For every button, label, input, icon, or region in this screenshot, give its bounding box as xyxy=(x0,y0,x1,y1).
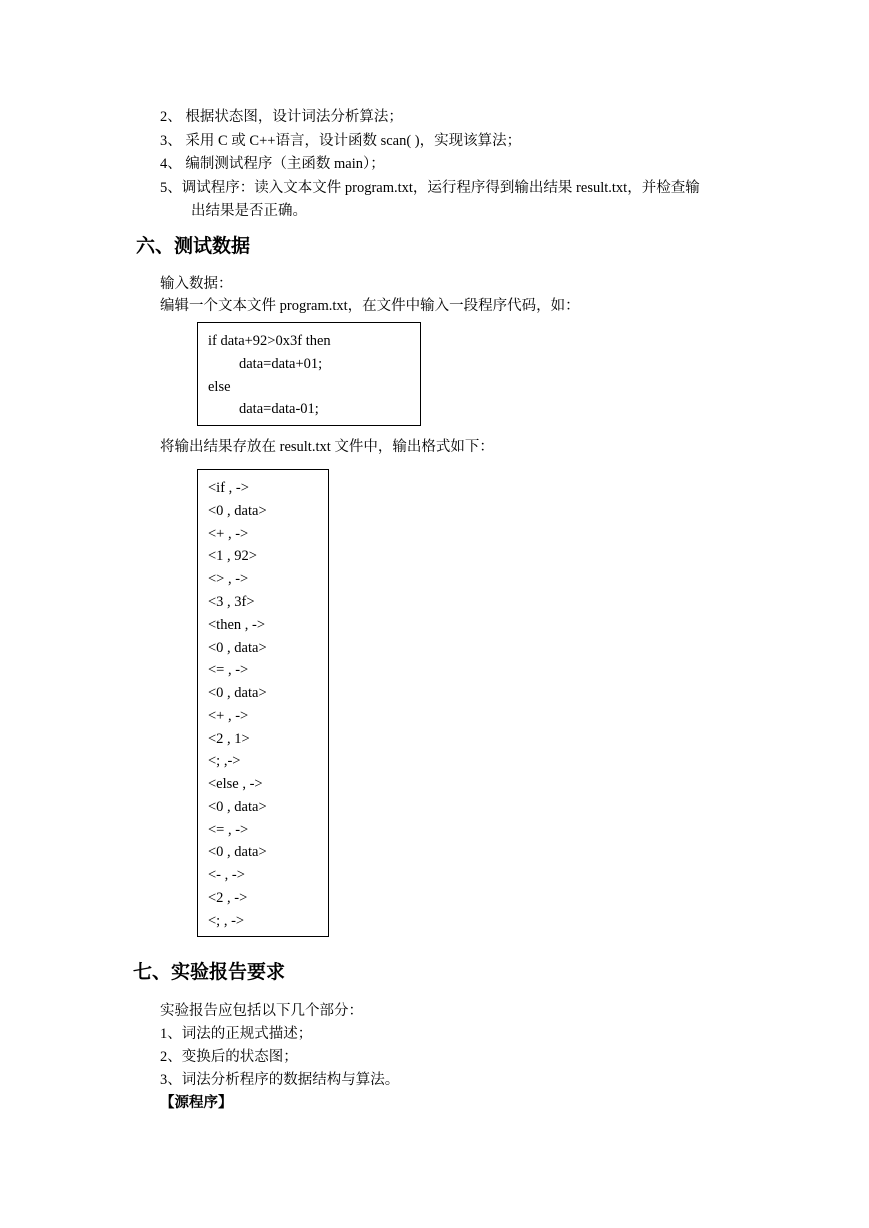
output-description: 将输出结果存放在 result.txt 文件中，输出格式如下： xyxy=(160,439,494,455)
input-description: 编辑一个文本文件 program.txt，在文件中输入一段程序代码，如： xyxy=(160,298,580,314)
token-row: <0 , data> xyxy=(208,844,267,860)
token-row: <; ,-> xyxy=(208,753,241,769)
code-line: data=data+01; xyxy=(239,356,323,372)
report-intro: 实验报告应包括以下几个部分： xyxy=(160,1003,363,1019)
step-5: 5、调试程序：读入文本文件 program.txt，运行程序得到输出结果 result.txt，并检查输 xyxy=(160,180,700,196)
token-row: <3 , 3f> xyxy=(208,594,255,610)
token-row: <- , -> xyxy=(208,867,245,883)
token-row: <0 , data> xyxy=(208,799,267,815)
input-label: 输入数据： xyxy=(160,276,233,292)
token-row: <2 , -> xyxy=(208,890,248,906)
code-line: else xyxy=(208,379,231,395)
token-row: <> , -> xyxy=(208,571,249,587)
step-3: 3、 采用 C 或 C++语言，设计函数 scan( )，实现该算法； xyxy=(160,133,522,149)
token-row: <then , -> xyxy=(208,617,266,633)
token-row: <= , -> xyxy=(208,662,249,678)
step-5-continuation: 出结果是否正确。 xyxy=(191,203,307,219)
step-2: 2、 根据状态图，设计词法分析算法； xyxy=(160,109,403,125)
report-item: 2、变换后的状态图； xyxy=(160,1049,298,1065)
token-row: <0 , data> xyxy=(208,685,267,701)
program-code-box xyxy=(197,322,421,426)
token-row: <+ , -> xyxy=(208,708,249,724)
token-row: <1 , 92> xyxy=(208,548,257,564)
token-row: <0 , data> xyxy=(208,503,267,519)
section-7-heading: 七、实验报告要求 xyxy=(133,961,286,983)
source-program-label: 【源程序】 xyxy=(160,1095,233,1111)
token-row: <2 , 1> xyxy=(208,731,250,747)
token-row: <+ , -> xyxy=(208,526,249,542)
output-tokens-box xyxy=(197,469,329,937)
token-row: <; , -> xyxy=(208,913,245,929)
token-row: <if , -> xyxy=(208,480,249,496)
code-line: if data+92>0x3f then xyxy=(208,333,331,349)
code-line: data=data-01; xyxy=(239,401,319,417)
token-row: <= , -> xyxy=(208,822,249,838)
report-item: 3、词法分析程序的数据结构与算法。 xyxy=(160,1072,400,1088)
section-6-heading: 六、测试数据 xyxy=(136,235,251,257)
step-4: 4、 编制测试程序（主函数 main）； xyxy=(160,156,385,172)
report-item: 1、词法的正规式描述； xyxy=(160,1026,313,1042)
token-row: <else , -> xyxy=(208,776,263,792)
token-row: <0 , data> xyxy=(208,640,267,656)
